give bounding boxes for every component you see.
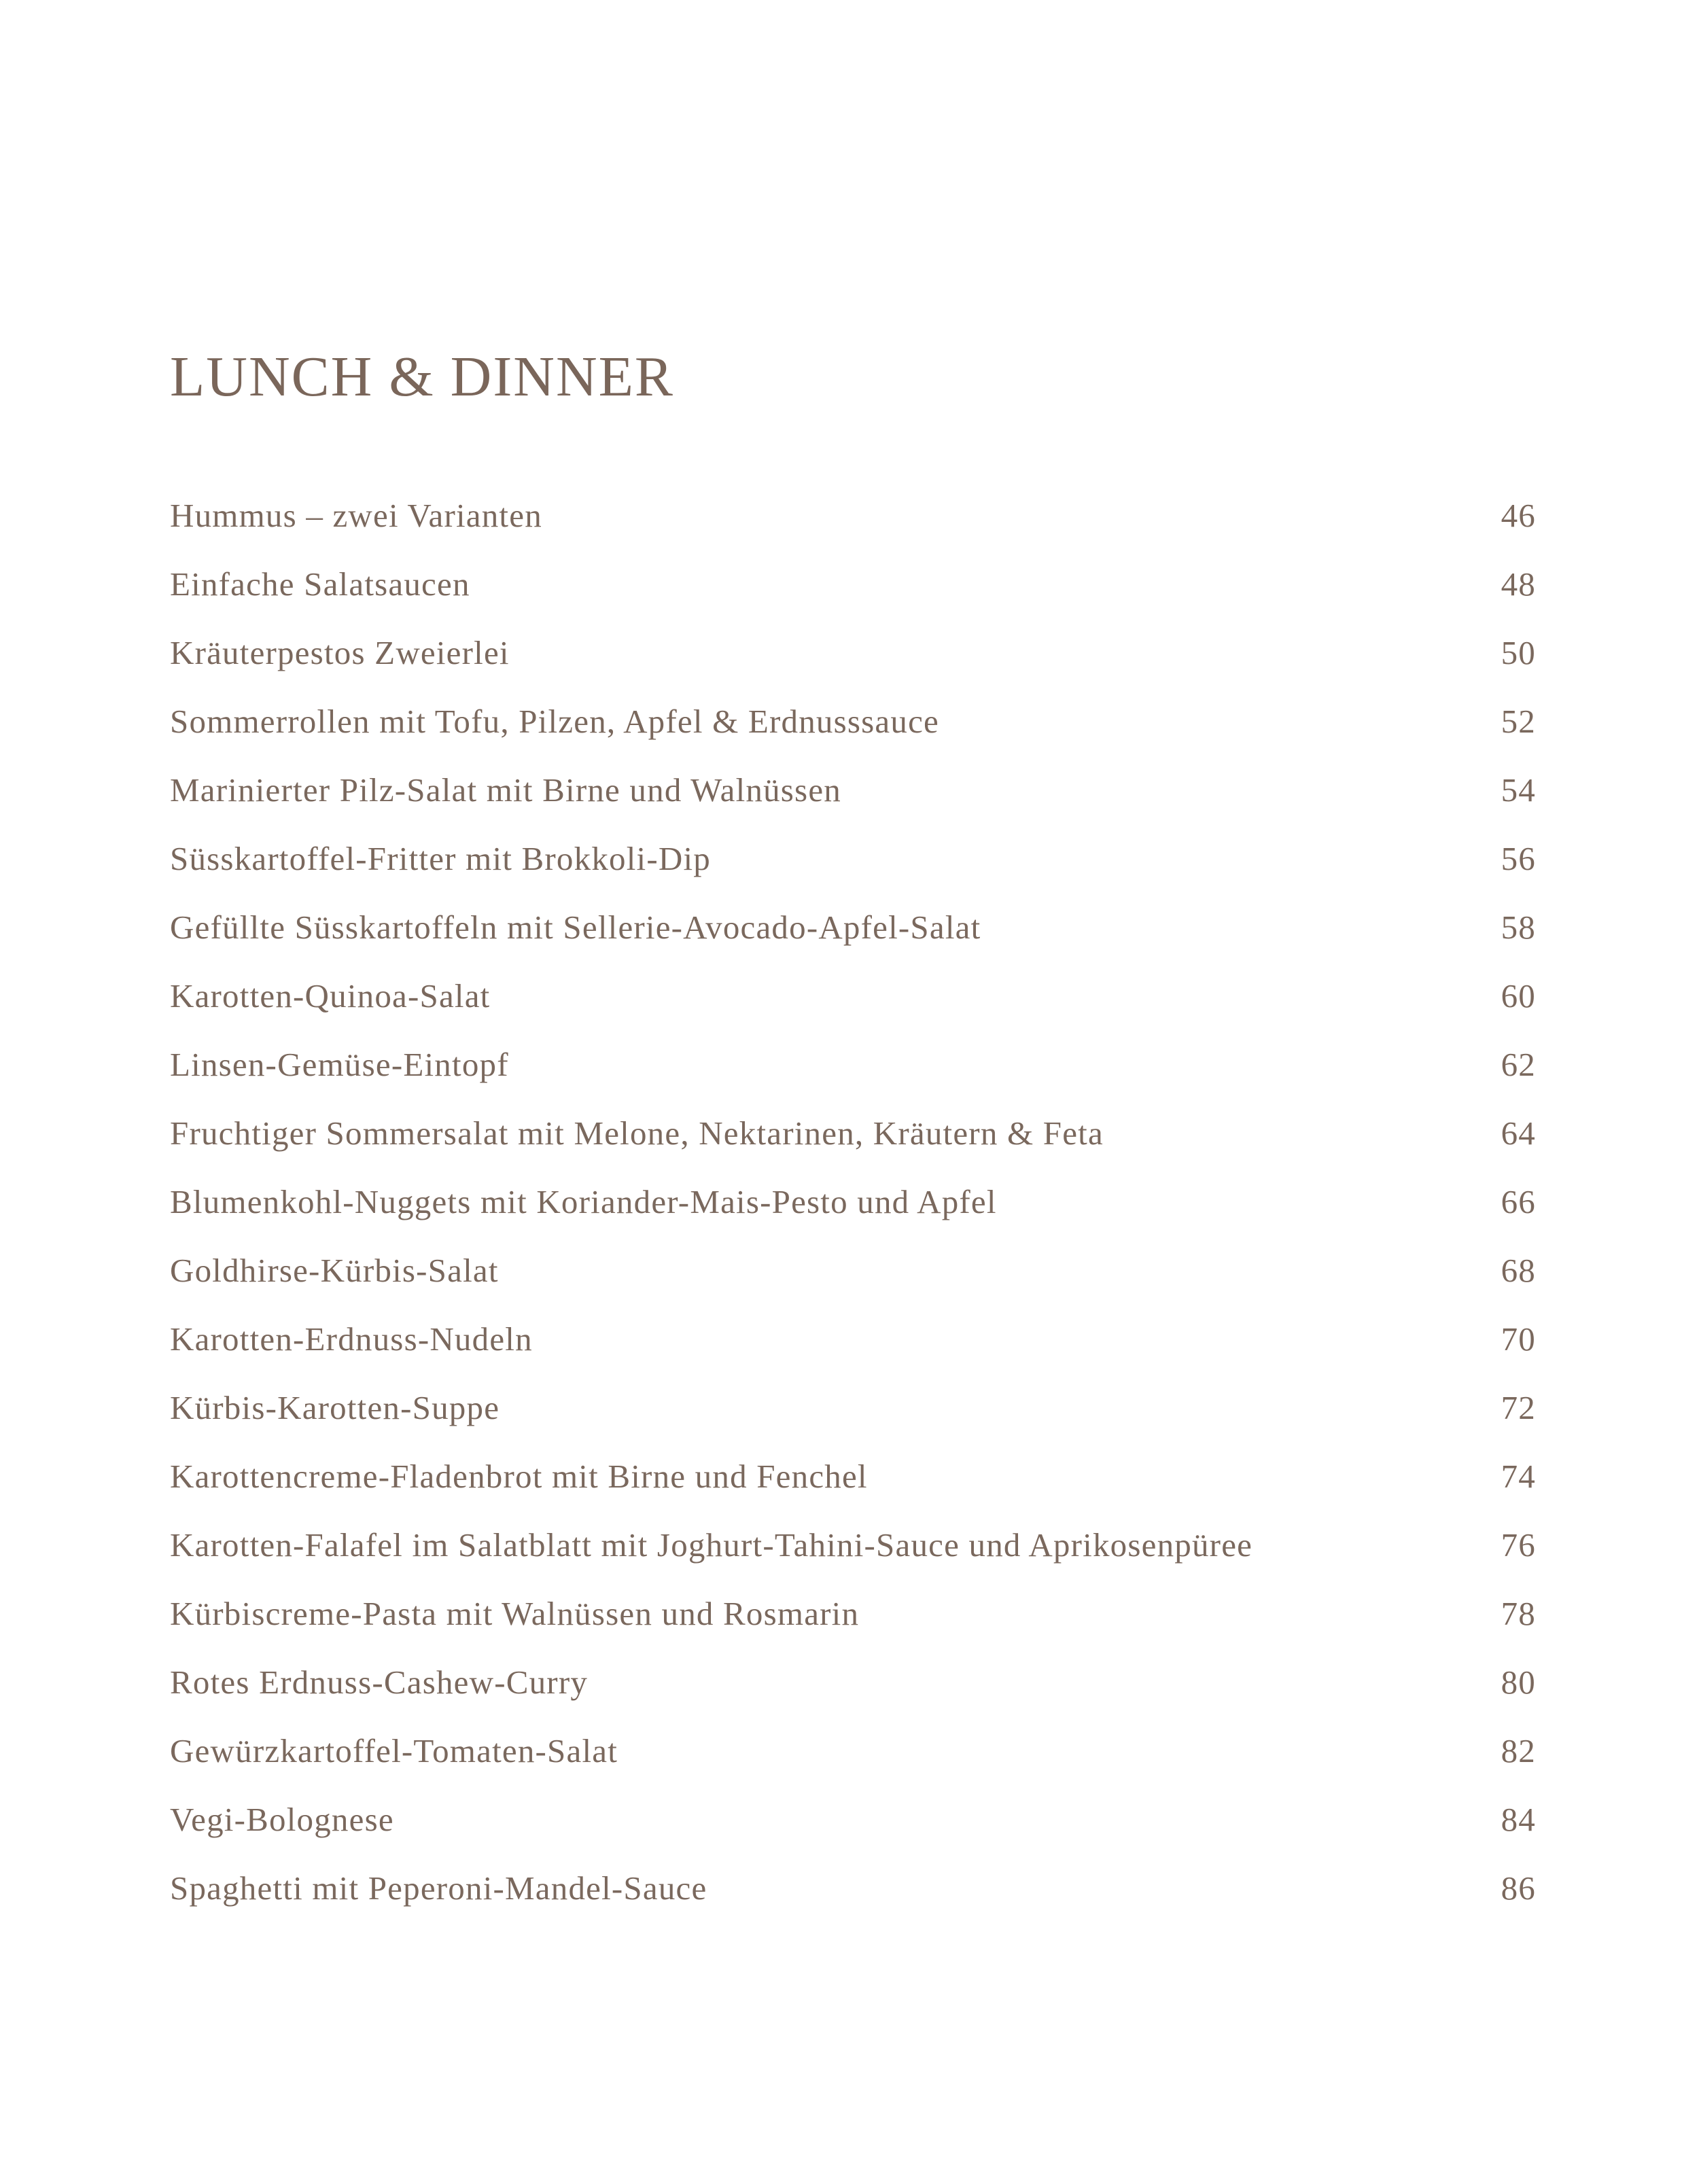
- toc-entry-title: Rotes Erdnuss-Cashew-Curry: [170, 1663, 589, 1701]
- toc-entry-title: Kürbis-Karotten-Suppe: [170, 1389, 500, 1426]
- toc-entry: [170, 550, 1536, 618]
- toc-entry-title: Karotten-Falafel im Salatblatt mit Joghurt-Tahini-Sauce und Aprikosenpüree: [170, 1526, 1253, 1564]
- toc-entry-page: 64: [1501, 1114, 1536, 1152]
- toc-entry: [170, 1579, 1536, 1648]
- toc-entry-title: Vegi-Bolognese: [170, 1801, 394, 1838]
- toc-entry: [170, 1099, 1536, 1167]
- toc-entry: [170, 687, 1536, 756]
- toc-entry-title: Karotten-Quinoa-Salat: [170, 977, 491, 1015]
- toc-entry-title: Einfache Salatsaucen: [170, 565, 470, 603]
- toc-entry-title: Gefüllte Süsskartoffeln mit Sellerie-Avocado-Apfel-Salat: [170, 909, 981, 946]
- section-title: LUNCH & DINNER: [170, 345, 674, 408]
- toc-entry-page: 50: [1501, 634, 1536, 671]
- toc-entry-page: 62: [1501, 1046, 1536, 1083]
- toc-entry: [170, 1716, 1536, 1785]
- toc-entry-title: Spaghetti mit Peperoni-Mandel-Sauce: [170, 1869, 707, 1907]
- toc-entry-title: Kürbiscreme-Pasta mit Walnüssen und Rosmarin: [170, 1595, 860, 1632]
- toc-entry: [170, 824, 1536, 893]
- toc-entry-page: 76: [1501, 1526, 1536, 1564]
- toc-entry-page: 52: [1501, 703, 1536, 740]
- toc-entry-page: 68: [1501, 1252, 1536, 1289]
- toc-entry-page: 56: [1501, 840, 1536, 877]
- toc-entry: [170, 1511, 1536, 1579]
- toc-entry: [170, 893, 1536, 962]
- toc-entry-title: Kräuterpestos Zweierlei: [170, 634, 510, 671]
- toc-entry-page: 48: [1501, 565, 1536, 603]
- toc-entry: [170, 756, 1536, 824]
- toc-entry-title: Blumenkohl-Nuggets mit Koriander-Mais-Pesto und Apfel: [170, 1183, 997, 1220]
- toc-entry: [170, 481, 1536, 550]
- toc-entry: [170, 1648, 1536, 1716]
- toc-entry-page: 82: [1501, 1732, 1536, 1769]
- toc-entry: [170, 962, 1536, 1030]
- toc-entry-title: Goldhirse-Kürbis-Salat: [170, 1252, 499, 1289]
- toc-entry-page: 58: [1501, 909, 1536, 946]
- toc-entry-title: Karotten-Erdnuss-Nudeln: [170, 1320, 533, 1358]
- toc-entry-page: 72: [1501, 1389, 1536, 1426]
- toc-entry: [170, 1373, 1536, 1442]
- toc-entry-page: 78: [1501, 1595, 1536, 1632]
- toc-entry-title: Fruchtiger Sommersalat mit Melone, Nektarinen, Kräutern & Feta: [170, 1114, 1104, 1152]
- toc-entry-title: Marinierter Pilz-Salat mit Birne und Walnüssen: [170, 771, 841, 809]
- toc-entry-title: Süsskartoffel-Fritter mit Brokkoli-Dip: [170, 840, 711, 877]
- toc-entry: [170, 1030, 1536, 1099]
- toc-entry: [170, 1305, 1536, 1373]
- document-page: [170, 0, 1536, 2184]
- toc-entry-page: 54: [1501, 771, 1536, 809]
- toc-entry-page: 86: [1501, 1869, 1536, 1907]
- toc-entry-page: 80: [1501, 1663, 1536, 1701]
- toc-entry-title: Gewürzkartoffel-Tomaten-Salat: [170, 1732, 618, 1769]
- toc-entry: [170, 1167, 1536, 1236]
- toc-entry: [170, 1236, 1536, 1305]
- toc-entry-title: Linsen-Gemüse-Eintopf: [170, 1046, 509, 1083]
- toc-entry-page: 46: [1501, 497, 1536, 534]
- toc-entry-page: 84: [1501, 1801, 1536, 1838]
- toc-entry-title: Sommerrollen mit Tofu, Pilzen, Apfel & Erdnusssauce: [170, 703, 939, 740]
- toc-entry-title: Karottencreme-Fladenbrot mit Birne und Fenchel: [170, 1458, 868, 1495]
- toc-entry: [170, 1854, 1536, 1922]
- toc-entry: [170, 618, 1536, 687]
- toc-entry-page: 70: [1501, 1320, 1536, 1358]
- toc-entry-page: 66: [1501, 1183, 1536, 1220]
- toc-entry: [170, 1442, 1536, 1511]
- toc-entry: [170, 1785, 1536, 1854]
- toc-entry-title: Hummus – zwei Varianten: [170, 497, 542, 534]
- table-of-contents: [170, 481, 1536, 1922]
- toc-entry-page: 74: [1501, 1458, 1536, 1495]
- toc-entry-page: 60: [1501, 977, 1536, 1015]
